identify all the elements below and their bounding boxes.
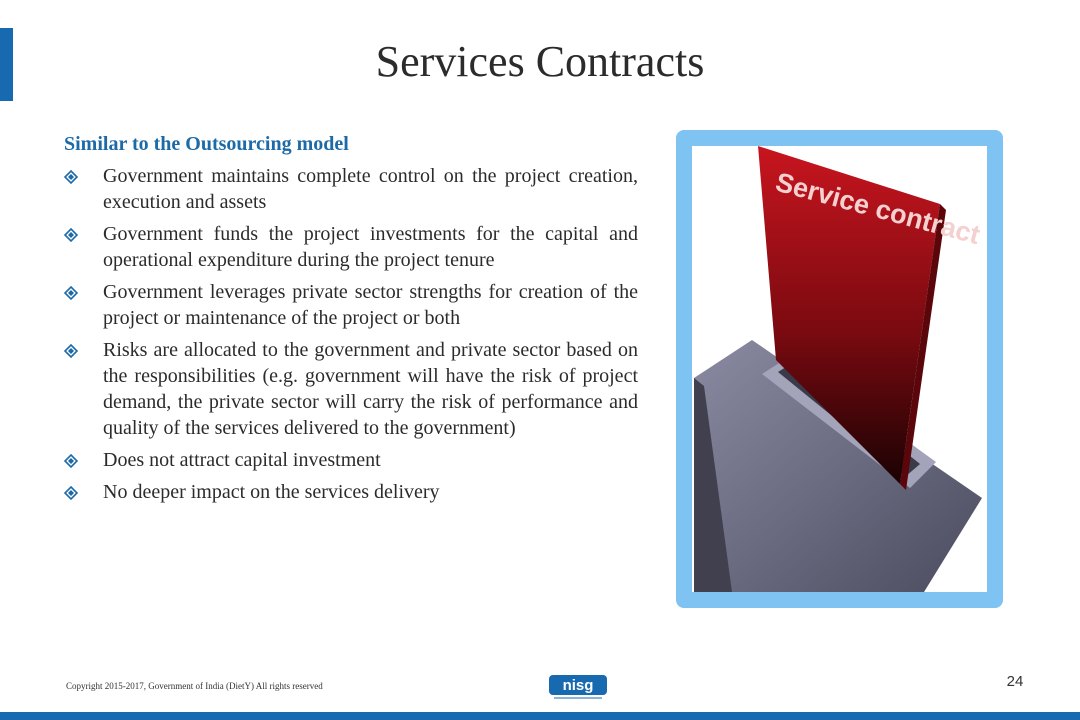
list-item [64, 479, 638, 505]
bullet-text: No deeper impact on the services delivery [103, 481, 440, 503]
slide-title: Services Contracts [375, 37, 705, 86]
footer-bar [0, 712, 1080, 720]
logo-text: nisg [562, 677, 594, 694]
bullet-text: Risks are allocated to the government and private sector based on the responsibilities (e.g. government will have the risk of project demand, the private sector will carry the risk of performance and quality of the services delivered to the government) [103, 339, 638, 439]
bullet-text: Does not attract capital investment [103, 449, 381, 471]
page-number: 24 [1006, 673, 1024, 690]
diamond-bullet-icon [64, 228, 78, 242]
sign-text: Service contract [772, 166, 984, 251]
service-contract-illustration [692, 146, 987, 592]
list-item [64, 279, 638, 331]
bullet-text: Government funds the project investments for the capital and operational expenditure during the project tenure [103, 223, 638, 271]
bullet-list [64, 163, 638, 505]
subheading: Similar to the Outsourcing model [64, 133, 349, 155]
bullet-text: Government maintains complete control on the project creation, execution and assets [103, 165, 638, 213]
nisg-logo [548, 673, 610, 701]
diamond-bullet-icon [64, 486, 78, 500]
bullet-text: Government leverages private sector strengths for creation of the project or maintenance of the project or both [103, 281, 638, 329]
list-item [64, 447, 638, 473]
list-item [64, 221, 638, 273]
diamond-bullet-icon [64, 344, 78, 358]
diamond-bullet-icon [64, 170, 78, 184]
copyright-text: Copyright 2015-2017, Government of India (DietY) All rights reserved [66, 681, 323, 691]
list-item [64, 163, 638, 215]
list-item [64, 337, 638, 441]
diamond-bullet-icon [64, 286, 78, 300]
illustration-frame [676, 130, 1003, 608]
service-contract-sign-image [692, 146, 987, 592]
diamond-bullet-icon [64, 454, 78, 468]
slide-content [64, 131, 638, 511]
